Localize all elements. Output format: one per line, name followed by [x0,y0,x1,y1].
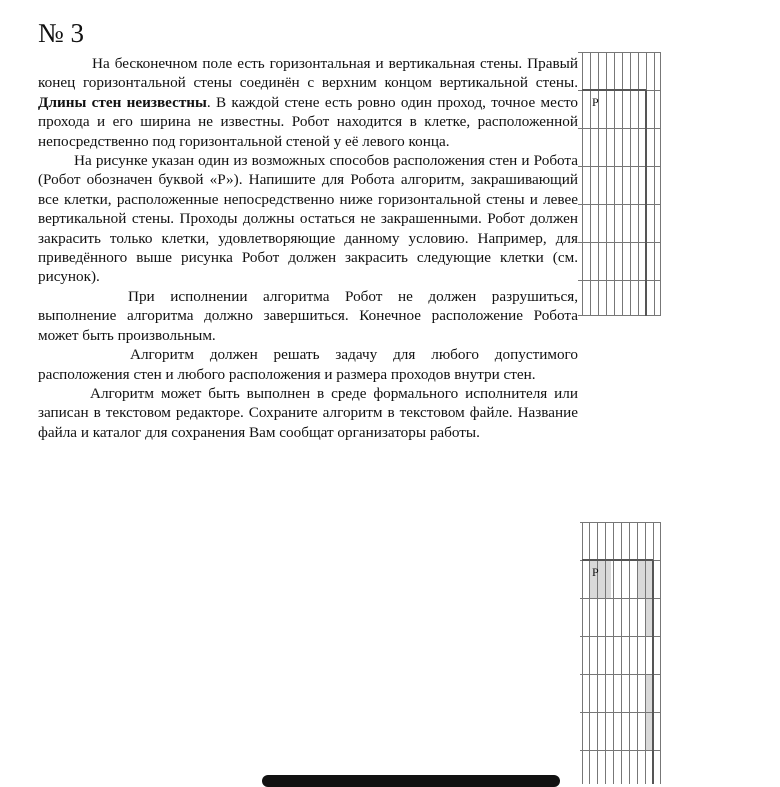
p1-bold-text: Длины стен неизвестны [38,93,207,111]
field-figure-painted [580,522,666,784]
paragraph-2: На рисунке указан один из возможных способов расположения стен и Робота (Робот обозначен буквой «Р»). Напишите для Робота алгоритм, закрашивающий все клетки, расположенные непосредственно ниже горизонтальной стены и левее вертикальной стены. Проходы должны остаться не закрашенными. Робот должен закрасить только клетки, удовлетворяющие данному условию. Например, для приведённого выше рисунка Робот должен закрасить следующие клетки (см. рисунок). [38,152,578,286]
paragraph-3: При исполнении алгоритма Робот не должен разрушиться, выполнение алгоритма должно завершиться. Конечное расположение Робота может быть произвольным. [38,287,578,344]
task-text [38,54,578,442]
robot-marker: Р [592,565,599,579]
home-indicator-bar [262,775,560,787]
painted-cell [645,598,653,636]
robot-marker: Р [592,95,599,109]
task-number: № 3 [38,18,85,48]
paragraph-1 [38,54,578,151]
field-figure-initial [578,52,664,320]
paragraph-5: Алгоритм может быть выполнен в среде формального исполнителя или записан в текстовом редакторе. Сохраните алгоритм в текстовом файле. Название файла и каталог для сохранения Вам сообщат организаторы работы. [38,384,578,441]
grid-lines [578,52,661,316]
paragraph-4: Алгоритм должен решать задачу для любого допустимого расположения стен и любого расположения и размера проходов внутри стен. [38,346,578,383]
p1-text-end: . В каждой стене есть ровно один проход, точное место прохода и его ширина не известны. Робот находится в клетке, расположенной непосредственно под горизонтальной стеной у её левого конца. [38,93,578,150]
p1-text-start: На бесконечном поле есть горизонтальная и вертикальная стены. Правый конец горизонтальной стены соединён с верхним концом вертикальной стены. [38,55,578,92]
